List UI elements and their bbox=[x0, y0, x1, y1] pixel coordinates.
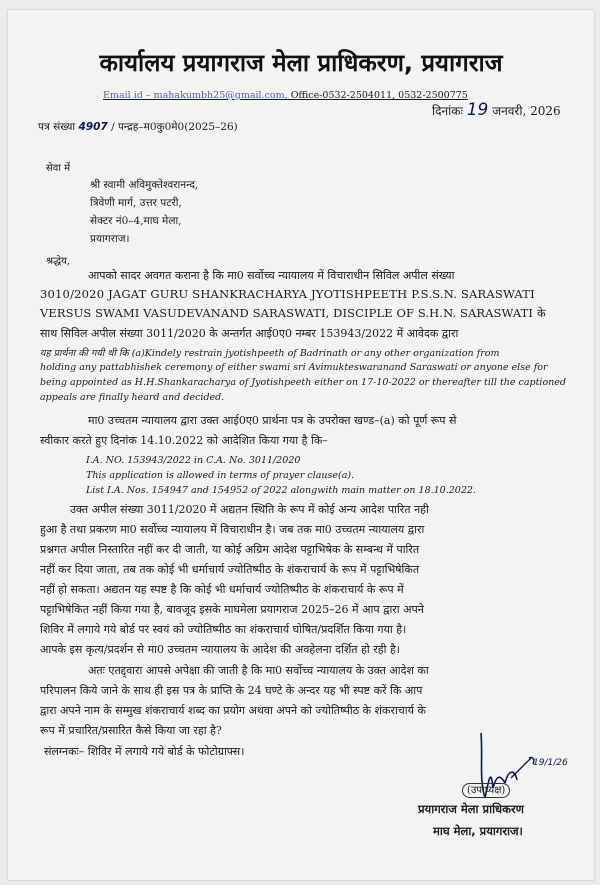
email-address: Email id – mahakumbh25@gmail.com, bbox=[103, 90, 288, 101]
body-line: यह प्रार्थना की गयी थी कि (a)Kindely restrain jyotishpeeth of Badrinath or any other organization from bbox=[40, 348, 500, 359]
court-order-line: List I.A. Nos. 154947 and 154952 of 2022 alongwith main matter on 18.10.2022. bbox=[86, 485, 476, 496]
body-line: नहीं हो सकता। अद्यतन यह स्पष्ट है कि कोई भी धर्माचार्य ज्योतिष्पीठ के शंकराचार्य के रूप में bbox=[40, 583, 404, 596]
enclosure-note: संलग्नकः– शिविर में लगाये गये बोर्ड के फोटोग्राफ्स। bbox=[44, 745, 245, 758]
body-line: नहीं कर दिया जाता, तब तक कोई भी धर्माचार्य ज्योतिष्पीठ के शंकराचार्य के रूप में पट्टाभिषेकित bbox=[40, 563, 420, 576]
reference-number bbox=[38, 120, 238, 134]
body-line: 3010/2020 JAGAT GURU SHANKRACHARYA JYOTISHPEETH P.S.S.N. SARASWATI bbox=[40, 287, 535, 301]
ref-handwritten: 4907 bbox=[78, 121, 108, 133]
signature-date: 19/1/26 bbox=[533, 758, 568, 768]
office-phones: Office-0532-2504011, 0532-2500775 bbox=[290, 90, 468, 101]
body-line: मा0 उच्चतम न्यायालय द्वारा उक्त आई0ए0 प्रार्थना पत्र के उपरोक्त खण्ड–(a) को पूर्ण रूप से bbox=[88, 414, 457, 427]
body-line: आपको सादर अवगत कराना है कि मा0 सर्वोच्च न्यायालय में विचाराधीन सिविल अपील संख्या bbox=[88, 269, 455, 282]
body-line: शिविर में लगाये गये बोर्ड पर स्वयं को ज्योतिष्पीठ का शंकराचार्य घोषित/प्रदर्शित किया गया है। bbox=[40, 623, 407, 636]
address-line: श्री स्वामी अविमुक्तेश्वरानन्द, bbox=[90, 179, 199, 191]
body-line: स्वीकार करते हुए दिनांक 14.10.2022 को आदेशित किया गया है कि– bbox=[40, 434, 328, 447]
date-handwritten: 19 bbox=[466, 100, 489, 120]
body-line: appeals are finally heard and decided. bbox=[40, 392, 225, 403]
body-line: उक्त अपील संख्या 3011/2020 में अद्यतन स्थिति के रूप में कोई अन्य आदेश पारित नही bbox=[70, 503, 429, 516]
signatory-place: माघ मेला, प्रयागराज। bbox=[433, 824, 523, 838]
court-order-line: This application is allowed in terms of prayer clause(a). bbox=[86, 470, 355, 481]
body-line: holding any pattabhishek ceremony of either swami sri Avimukteswaranand Saraswati or anyone else for bbox=[40, 362, 548, 373]
body-line: अतः एतद्द्वारा आपसे अपेक्षा की जाती है कि मा0 सर्वोच्च न्यायालय के उक्त आदेश का bbox=[88, 664, 429, 677]
signatory-org: प्रयागराज मेला प्राधिकरण bbox=[418, 802, 524, 816]
body-line: हुआ है तथा प्रकरण मा0 सर्वोच्च न्यायालय में विचाराधीन है। जब तक मा0 उच्चतम न्यायालय द्वारा bbox=[40, 523, 425, 536]
body-line: साथ सिविल अपील संख्या 3011/2020 के अन्तर्गत आई0ए0 नम्बर 153943/2022 में आवेदक द्वारा bbox=[40, 327, 459, 340]
letter-page bbox=[8, 10, 594, 880]
contact-line bbox=[103, 90, 468, 101]
body-line: पट्टाभिषेकित नहीं किया गया है, बावजूद इसके माघमेला प्रयागराज 2025–26 में आप द्वारा अपने bbox=[40, 603, 424, 616]
body-line: प्रश्नगत अपील निस्तारित नहीं कर दी जाती, या कोई अग्रिम आदेश पट्टाभिषेक के सम्बन्ध में पारित bbox=[40, 543, 420, 556]
salutation: श्रद्धेय, bbox=[46, 256, 71, 267]
signatory-designation bbox=[462, 778, 510, 797]
date-month-year: जनवरी, 2026 bbox=[492, 104, 561, 118]
body-line: VERSUS SWAMI VASUDEVANAND SARASWATI, DISCIPLE OF S.H.N. SARASWATI के bbox=[40, 306, 546, 320]
body-line: रूप में प्रचारित/प्रसारित कैसे किया जा रहा है? bbox=[40, 724, 222, 737]
body-line: द्वारा अपने नाम के सम्मुख शंकराचार्य शब्द का प्रयोग अथवा अपने को ज्योतिष्पीठ के शंकराचार्य के bbox=[40, 704, 426, 717]
office-title: कार्यालय प्रयागराज मेला प्राधिकरण, प्रयागराज bbox=[99, 49, 503, 77]
address-line: प्रयागराज। bbox=[90, 233, 130, 245]
address-line: सेक्टर नं0–4,माघ मेला, bbox=[90, 215, 182, 227]
date-label: दिनांकः bbox=[432, 104, 463, 118]
body-line: being appointed as H.H.Shankaracharya of Jyotishpeeth either on 17-10-2022 or thereafter till the captioned bbox=[40, 377, 566, 388]
letter-date bbox=[432, 100, 561, 120]
designation-label: (उपाध्यक्ष) bbox=[462, 783, 510, 798]
body-line: आपके इस कृत्य/प्रदर्शन से मा0 उच्चतम न्यायालय के आदेश की अवहेलना दर्शित हो रही है। bbox=[40, 643, 400, 656]
body-line: परिपालन किये जाने के साथ ही इस पत्र के प्राप्ति के 24 घण्टे के अन्दर यह भी स्पष्ट करें कि आप bbox=[40, 684, 423, 697]
court-order-line: I.A. NO. 153943/2022 in C.A. No. 3011/2020 bbox=[86, 455, 301, 466]
addressee-to: सेवा में bbox=[46, 163, 71, 174]
ref-label: पत्र संख्या bbox=[38, 121, 76, 133]
address-line: त्रिवेणी मार्ग, उत्तर पटरी, bbox=[90, 197, 182, 209]
ref-rest: / पन्द्रह–म0कु0मे0(2025–26) bbox=[111, 121, 238, 133]
